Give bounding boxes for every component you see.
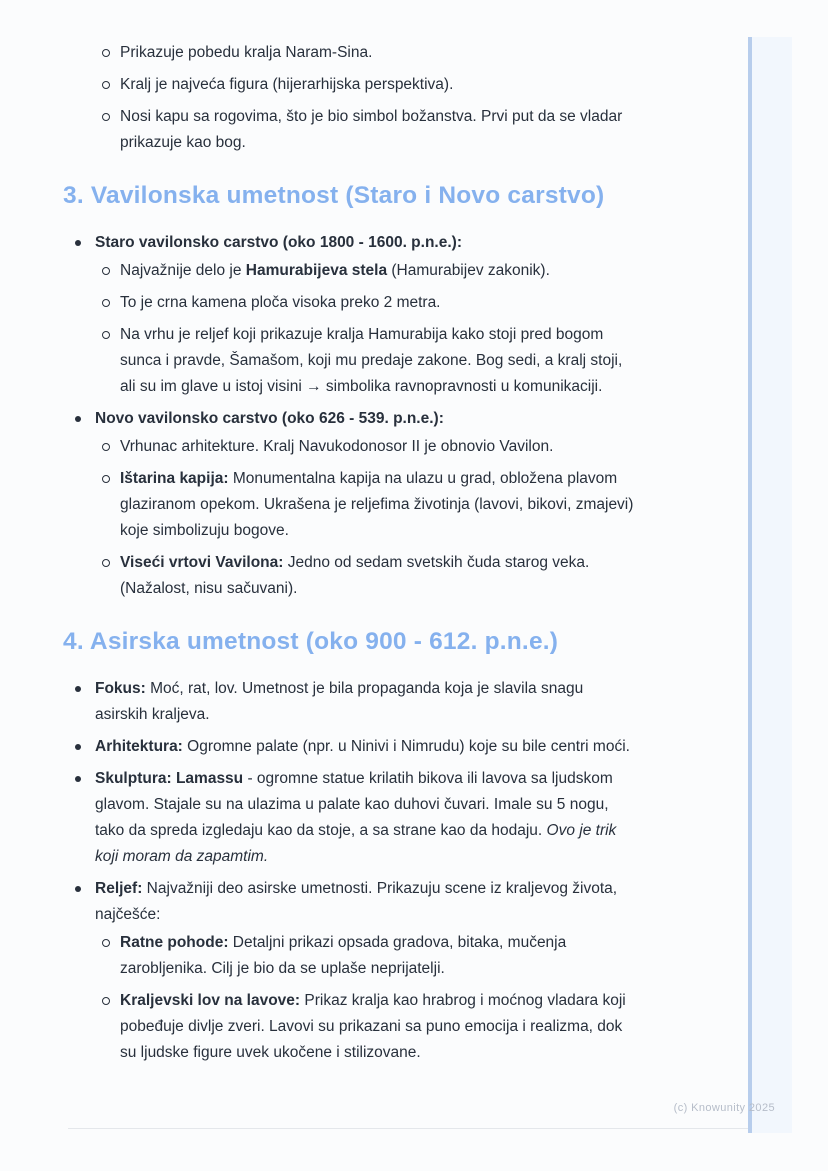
section-heading: 4. Asirska umetnost (oko 900 - 612. p.n.e.) [63, 628, 559, 655]
text: Nosi kapu sa rogovima, što je bio simbol božanstva. Prvi put da se vladar prikazuje kao bog. [120, 108, 623, 151]
text: Najvažniji deo asirske umetnosti. Prikazuju scene iz kraljevog života, najčešće: [95, 880, 618, 923]
list-item-text [120, 466, 640, 544]
list-item [120, 550, 640, 602]
list-item [120, 930, 640, 982]
circle-bullet-marker [102, 559, 110, 567]
text: To je crna kamena ploča visoka preko 2 metra. [120, 294, 441, 311]
list-item [95, 734, 640, 760]
circle-bullet-marker [102, 443, 110, 451]
bold-text: Staro vavilonsko carstvo (oko 1800 - 1600. p.n.e.): [95, 234, 462, 251]
bullet-list [95, 230, 640, 602]
list-item-text [120, 290, 640, 316]
list-item [120, 104, 640, 156]
list-item-text [120, 40, 640, 66]
list-item [120, 290, 640, 316]
list-item-text [95, 230, 640, 256]
list-item [95, 406, 640, 602]
page-edge-panel [752, 37, 792, 1133]
italic-text: Ovo je trik koji moram da zapamtim. [95, 822, 617, 865]
list-item-text [120, 322, 640, 400]
circle-bullet-marker [102, 267, 110, 275]
circle-bullet-marker [102, 49, 110, 57]
list-item [120, 434, 640, 460]
text: (Hamurabijev zakonik). [387, 262, 550, 279]
bold-text: Ištarina kapija: [120, 470, 229, 487]
list-item-text [95, 876, 640, 928]
text: Monumentalna kapija na ulazu u grad, obložena plavom glaziranom opekom. Ukrašena je reljefima životinja (lavovi, bikovi, zmajevi) koje simbolizuju bogove. [120, 470, 634, 539]
bottom-divider [68, 1128, 748, 1129]
list-item [95, 230, 640, 400]
bold-text: Arhitektura: [95, 738, 183, 755]
text: Prikaz kralja kao hrabrog i moćnog vladara koji pobeđuje divlje zveri. Lavovi su prikazani sa puno emocija i realizma, dok su ljudske figure uvek ukočene i stilizovane. [120, 992, 626, 1061]
list-item [120, 466, 640, 544]
list-item-text [95, 676, 640, 728]
text: Ogromne palate (npr. u Ninivi i Nimrudu) koje su bile centri moći. [182, 738, 630, 755]
sub-bullet-list [120, 434, 640, 602]
bold-text: Reljef: [95, 880, 143, 897]
disc-bullet-marker [75, 686, 81, 692]
list-item-text [95, 734, 640, 760]
circle-bullet-marker [102, 997, 110, 1005]
disc-bullet-marker [75, 744, 81, 750]
text: Detaljni prikazi opsada gradova, bitaka, mučenja zarobljenika. Cilj je bio da se uplaše neprijatelji. [120, 934, 567, 977]
list-item-text [95, 766, 640, 870]
list-item [95, 766, 640, 870]
circle-bullet-marker [102, 939, 110, 947]
bold-text: Viseći vrtovi Vavilona: [120, 554, 284, 571]
disc-bullet-marker [75, 416, 81, 422]
text: Kralj je najveća figura (hijerarhijska perspektiva). [120, 76, 454, 93]
disc-bullet-marker [75, 886, 81, 892]
circle-bullet-marker [102, 299, 110, 307]
circle-bullet-marker [102, 113, 110, 121]
disc-bullet-marker [75, 776, 81, 782]
list-item [120, 988, 640, 1066]
list-item-text [120, 104, 640, 156]
watermark: (c) Knowunity 2025 [673, 1102, 775, 1114]
sub-bullet-list [120, 258, 640, 400]
text: Vrhunac arhitekture. Kralj Navukodonosor II je obnovio Vavilon. [120, 438, 554, 455]
text: Na vrhu je reljef koji prikazuje kralja Hamurabija kako stoji pred bogom sunca i pravde, Šamašom, koji mu predaje zakone. Bog sedi, a kralj stoji, ali su im glave u istoj visini → simbolika ravnopravnosti u komunikaciji. [120, 326, 623, 395]
list-item-text [120, 434, 640, 460]
list-item [95, 876, 640, 1066]
text: Prikazuje pobedu kralja Naram-Sina. [120, 44, 373, 61]
text: Jedno od sedam svetskih čuda starog veka. (Nažalost, nisu sačuvani). [120, 554, 590, 597]
bold-text: Fokus: [95, 680, 146, 697]
list-item-text [120, 988, 640, 1066]
bold-text: Hamurabijeva stela [245, 262, 388, 279]
list-item [95, 676, 640, 728]
text: Moć, rat, lov. Umetnost je bila propaganda koja je slavila snagu asirskih kraljeva. [95, 680, 584, 723]
list-item-text [120, 930, 640, 982]
bold-text: Ratne pohode: [120, 934, 229, 951]
circle-bullet-marker [102, 331, 110, 339]
bold-text: Skulptura: Lamassu [95, 770, 244, 787]
list-item [120, 322, 640, 400]
disc-bullet-marker [75, 240, 81, 246]
list-item [120, 72, 640, 98]
list-item-text [95, 406, 640, 432]
page-edge-line [748, 37, 752, 1133]
sub-bullet-list [120, 40, 640, 156]
list-item [120, 258, 640, 284]
section-heading: 3. Vavilonska umetnost (Staro i Novo carstvo) [63, 182, 605, 209]
text: Najvažnije delo je [120, 262, 246, 279]
bold-text: Novo vavilonsko carstvo (oko 626 - 539. p.n.e.): [95, 410, 444, 427]
list-item-text [120, 258, 640, 284]
circle-bullet-marker [102, 475, 110, 483]
bullet-list [95, 676, 640, 1066]
bold-text: Kraljevski lov na lavove: [120, 992, 301, 1009]
text: - ogromne statue krilatih bikova ili lavova sa ljudskom glavom. Stajale su na ulazima u palate kao duhovi čuvari. Imale su 5 nogu, tako da spreda izgledaju kao da stoje, a sa strane kao da hodaju. [95, 770, 613, 839]
sub-bullet-list [120, 930, 640, 1066]
circle-bullet-marker [102, 81, 110, 89]
list-item-text [120, 72, 640, 98]
list-item [120, 40, 640, 66]
list-item-text [120, 550, 640, 602]
